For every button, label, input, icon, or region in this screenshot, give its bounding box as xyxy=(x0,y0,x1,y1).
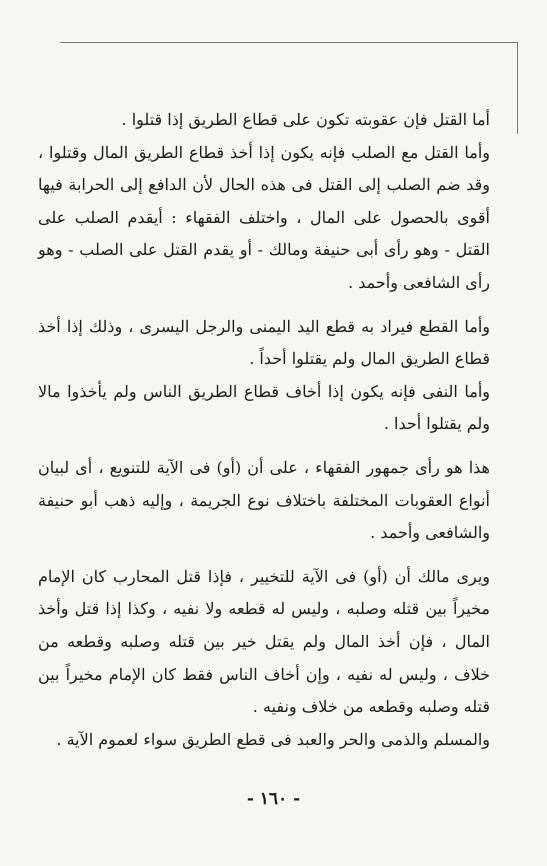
paragraph-1: أما القتل فإن عقوبته تكون على قطاع الطريق إذا قتلوا . xyxy=(121,110,490,129)
paragraph-2: وأما القتل مع الصلب فإنه يكون إذا أخذ قطاع الطريق المال وقتلوا ، وقد ضم الصلب إلى القتل فى هذه الحال لأن الدافع إلى الحرابة فيها أقوى بالحصول على المال ، واختلف الفقهاء : أيقدم الصلب على القتل - وهو رأى أبى حنيفة ومالك - أو يقدم القتل على الصلب - وهو رأى الشافعى وأحمد . xyxy=(38,142,490,292)
paragraph-6: ويرى مالك أن (أو) فى الآية للتخيير ، فإذا قتل المحارب كان الإمام مخيراً بين قتله وصلبه ، وليس له قطعه ولا نفيه ، وكذا إذا قتل وأخذ المال ، فإن أخذ المال ولم يقتل خير بين قتله وصلبه وقطعه من خلاف ، وليس له نفيه ، وإن أخاف الناس فقط كان الإمام مخيراً بين قتله وصلبه وقطعه من خلاف ونفيه . xyxy=(38,566,491,717)
page-frame-top-line xyxy=(60,42,518,43)
page-frame-right-line xyxy=(517,42,518,134)
paragraph-5: هذا هو رأى جمهور الفقهاء ، على أن (أو) فى الآية للتنويع ، أى لبيان أنواع العقوبات المختلفة باختلاف نوع الجريمة ، وإليه ذهب أبو حنيفة والشافعى وأحمد . xyxy=(38,457,490,543)
paragraph-3: وأما القطع فيراد به قطع اليد اليمنى والرجل اليسرى ، وذلك إذا أخذ قطاع الطريق المال ولم يقتلوا أحداً . xyxy=(38,316,490,369)
body-text xyxy=(38,104,504,756)
paragraph-7: والمسلم والذمى والحر والعبد فى قطع الطريق سواء لعموم الآية . xyxy=(56,729,490,749)
paragraph-4: وأما النفى فإنه يكون إذا أخاف قطاع الطريق الناس ولم يأخذوا مالا ولم يقتلوا أحدا . xyxy=(38,381,490,434)
page-number: - ١٦٠ - xyxy=(246,789,301,809)
